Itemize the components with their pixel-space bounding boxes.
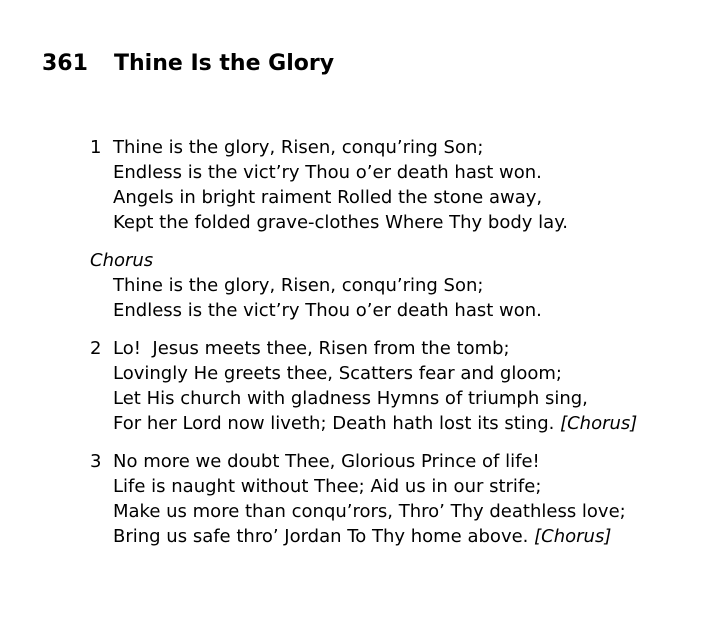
verse-line	[90, 185, 637, 210]
verse-line-text: Kept the folded grave-clothes Where Thy body lay.	[113, 212, 569, 233]
verse-line	[90, 411, 637, 436]
verse-line	[90, 499, 637, 524]
verse-line-text: No more we doubt Thee, Glorious Prince of life!	[113, 451, 540, 472]
verse-number: 2	[90, 338, 102, 359]
verse-line	[90, 386, 637, 411]
verse-line	[90, 524, 637, 549]
chorus-line-text: Thine is the glory, Risen, conqu’ring Son;	[113, 275, 484, 296]
hymn-title: Thine Is the Glory	[114, 51, 335, 76]
chorus-line-text: Endless is the vict’ry Thou o’er death hast won.	[113, 300, 542, 321]
verse-line	[90, 336, 637, 361]
verse-1	[90, 135, 637, 235]
hymn-header	[42, 50, 334, 78]
chorus-label: Chorus	[90, 250, 154, 271]
verse-line-text: Angels in bright raiment Rolled the stone away,	[113, 187, 543, 208]
verse-line-text: For her Lord now liveth; Death hath lost its sting.	[113, 413, 555, 434]
chorus-line	[90, 298, 637, 323]
verse-3	[90, 449, 637, 549]
verse-line	[90, 160, 637, 185]
verse-line-text: Endless is the vict’ry Thou o’er death hast won.	[113, 162, 542, 183]
verse-line-text: Life is naught without Thee; Aid us in our strife;	[113, 476, 542, 497]
verse-line-text: Lo! Jesus meets thee, Risen from the tomb;	[113, 338, 510, 359]
verse-line	[90, 474, 637, 499]
chorus-reference: [Chorus]	[534, 526, 612, 547]
verse-line-text: Thine is the glory, Risen, conqu’ring Son;	[113, 137, 484, 158]
chorus-reference: [Chorus]	[560, 413, 638, 434]
verse-number: 3	[90, 451, 102, 472]
verse-number: 1	[90, 137, 102, 158]
chorus-line	[90, 273, 637, 298]
verse-2	[90, 336, 637, 436]
verse-line	[90, 135, 637, 160]
lyrics	[90, 135, 637, 562]
verse-line	[90, 361, 637, 386]
verse-line-text: Lovingly He greets thee, Scatters fear and gloom;	[113, 363, 562, 384]
verse-line	[90, 449, 637, 474]
verse-line-text: Bring us safe thro’ Jordan To Thy home above.	[113, 526, 529, 547]
hymn-number: 361	[42, 51, 88, 76]
verse-line-text: Let His church with gladness Hymns of triumph sing,	[113, 388, 588, 409]
chorus	[90, 248, 637, 323]
verse-line-text: Make us more than conqu’rors, Thro’ Thy deathless love;	[113, 501, 626, 522]
verse-line	[90, 210, 637, 235]
